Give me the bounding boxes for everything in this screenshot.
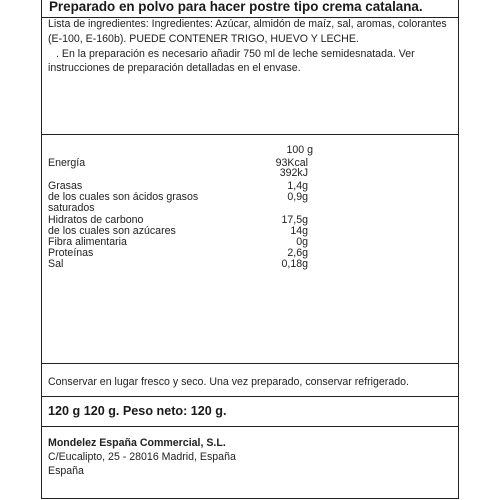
nutrition-row	[48, 158, 308, 169]
ingredients-section	[48, 17, 453, 76]
nutrition-row	[48, 248, 308, 259]
ingredients-text: Lista de ingredientes: Ingredientes: Azúcar, almidón de maíz, sal, aromas, colorantes (E-100, E-160b). PUEDE CONTENER TRIGO, HUEVO Y LECHE.	[48, 18, 447, 45]
nutrient-value: 93Kcal	[275, 156, 308, 169]
preparation-note: . En la preparación es necesario añadir 750 ml de leche semidesnatada. Ver instrucciones de preparación detalladas en el envase.	[48, 47, 415, 75]
nutrient-value: 0g	[296, 235, 308, 248]
nutrient-value: 1,4g	[287, 179, 308, 192]
nutrient-name: Sal	[48, 257, 64, 270]
nutrient-value: 0,18g	[281, 257, 308, 270]
nutrient-name: de los cuales son ácidos grasos	[48, 190, 199, 203]
nutrition-row	[48, 168, 308, 179]
company-country: España	[48, 465, 84, 477]
company-info	[48, 436, 236, 478]
divider	[42, 426, 458, 427]
company-name: Mondelez España Commercial, S.L.	[48, 437, 226, 449]
nutrient-name: Energía	[48, 156, 86, 169]
divider	[42, 134, 458, 135]
nutrient-name: Grasas	[48, 179, 83, 192]
nutrient-value: 2,6g	[287, 246, 308, 259]
nutrient-value: 392kJ	[279, 167, 308, 180]
nutrient-value: 17,5g	[281, 213, 308, 226]
company-address: C/Eucalipto, 25 - 28016 Madrid, España	[48, 451, 236, 463]
nutrient-name: saturados	[48, 201, 95, 214]
nutrition-row	[48, 192, 308, 203]
product-title: Preparado en polvo para hacer postre tipo crema catalana.	[49, 0, 423, 14]
nutrient-name: Hidratos de carbono	[48, 213, 144, 226]
nutrition-row	[48, 259, 308, 270]
nutrition-row	[48, 203, 308, 214]
nutrition-header-row	[48, 144, 313, 158]
nutrient-name: Fibra alimentaria	[48, 235, 127, 248]
nutrition-row	[48, 237, 308, 248]
nutrient-value: 14g	[290, 224, 308, 237]
nutrition-table	[48, 144, 313, 270]
nutrition-column-header: 100 g	[286, 144, 313, 156]
net-weight: 120 g 120 g. Peso neto: 120 g.	[48, 404, 227, 418]
nutrient-value: 0,9g	[287, 190, 308, 203]
divider	[42, 396, 458, 397]
nutrient-name: de los cuales son azúcares	[48, 224, 176, 237]
storage-instructions: Conservar en lugar fresco y seco. Una vez preparado, conservar refrigerado.	[48, 376, 409, 388]
product-label	[41, 0, 459, 499]
divider	[42, 363, 458, 364]
nutrient-name: Proteínas	[48, 246, 94, 259]
